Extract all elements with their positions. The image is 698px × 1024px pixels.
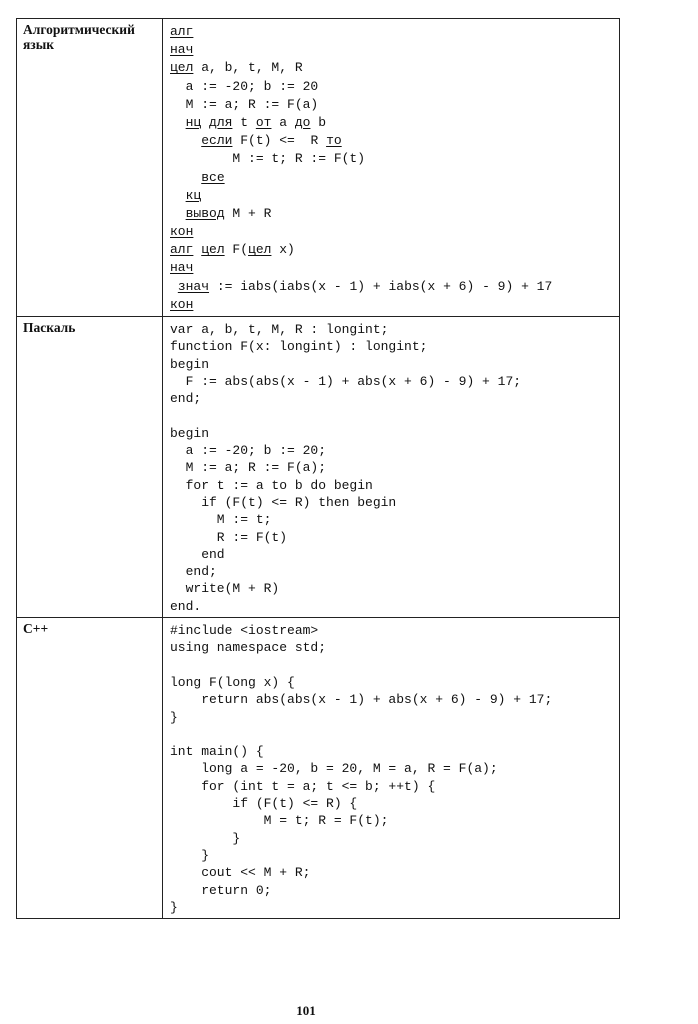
- code-text: }: [170, 899, 178, 915]
- code-line: [170, 760, 619, 777]
- code-line: [170, 657, 619, 674]
- code-line: [170, 795, 619, 812]
- code-text: F(t) <= R: [232, 133, 327, 149]
- keyword: нц: [185, 114, 202, 130]
- language-label-pascal: Паскаль: [17, 317, 163, 618]
- code-line: [170, 321, 619, 338]
- page-number: 101: [296, 1003, 316, 1018]
- keyword: нач: [170, 42, 194, 58]
- code-line: [170, 691, 619, 708]
- keyword: кон: [170, 224, 194, 240]
- code-line: [170, 205, 619, 223]
- code-text: a := -20; b := 20;: [170, 443, 327, 459]
- code-text: F(: [224, 242, 249, 258]
- code-line: [170, 338, 619, 355]
- keyword: все: [201, 169, 225, 185]
- code-line: [170, 442, 619, 459]
- code-line: [170, 78, 619, 96]
- keyword: кон: [170, 296, 194, 312]
- code-line: [170, 546, 619, 563]
- code-text: M + R: [224, 205, 272, 221]
- code-text: if (F(t) <= R) {: [170, 796, 358, 812]
- code-text: cout << M + R;: [170, 865, 311, 881]
- code-line: [170, 743, 619, 760]
- code-text: t: [232, 114, 256, 130]
- code-text: F := abs(abs(x - 1) + abs(x + 6) - 9) + 17;: [170, 373, 522, 389]
- code-line: [170, 529, 619, 546]
- code-text: end;: [170, 564, 217, 580]
- keyword: цел: [201, 242, 225, 258]
- code-text: M := t;: [170, 512, 272, 528]
- code-line: [170, 639, 619, 656]
- keyword: от: [255, 114, 272, 130]
- code-line: [170, 223, 619, 241]
- code-text: long F(long x) {: [170, 674, 295, 690]
- code-line: [170, 864, 619, 881]
- keyword: алг: [170, 24, 194, 39]
- code-line: [170, 812, 619, 829]
- code-text: a := -20; b := 20: [170, 78, 319, 94]
- code-line: [170, 622, 619, 639]
- code-line: [170, 59, 619, 77]
- code-line: [170, 459, 619, 476]
- code-line: [170, 882, 619, 899]
- row-algorithmic-language: [17, 19, 620, 317]
- code-text: M := a; R := F(a): [170, 96, 319, 112]
- code-block-pascal: [163, 317, 620, 618]
- code-line: [170, 847, 619, 864]
- keyword: алг: [170, 242, 194, 258]
- code-text: begin: [170, 356, 210, 372]
- code-text: b: [310, 114, 327, 130]
- code-line: [170, 709, 619, 726]
- code-line: [170, 580, 619, 597]
- code-line: [170, 169, 619, 187]
- code-text: a, b, t, M, R: [193, 60, 303, 76]
- code-line: [170, 150, 619, 168]
- code-text: end.: [170, 598, 202, 614]
- code-text: [170, 170, 201, 185]
- code-line: [170, 132, 619, 150]
- code-line: [170, 425, 619, 442]
- keyword: для: [209, 114, 233, 130]
- code-line: [170, 674, 619, 691]
- code-text: var a, b, t, M, R : longint;: [170, 322, 389, 337]
- code-text: end: [170, 546, 225, 562]
- code-text: M := t; R := F(t): [170, 151, 366, 167]
- code-text: }: [170, 830, 241, 846]
- code-line: [170, 187, 619, 205]
- code-text: a: [271, 114, 295, 130]
- code-text: [170, 206, 186, 221]
- code-text: := iabs(iabs(x - 1) + iabs(x + 6) - 9) + 17: [209, 278, 553, 294]
- code-text: [170, 279, 178, 294]
- code-text: for t := a to b do begin: [170, 477, 373, 493]
- row-cpp: [17, 618, 620, 919]
- code-text: write(M + R): [170, 581, 280, 597]
- keyword: кц: [185, 187, 202, 203]
- keyword: если: [201, 133, 233, 149]
- keyword: цел: [248, 242, 272, 258]
- code-text: [170, 188, 186, 203]
- code-text: R := F(t): [170, 529, 288, 545]
- code-text: begin: [170, 425, 210, 441]
- code-text: [170, 115, 186, 130]
- code-text: x): [271, 242, 295, 258]
- language-label-cpp: C++: [17, 618, 163, 919]
- code-block-algorithmic: [163, 19, 620, 317]
- code-block-cpp: [163, 618, 620, 919]
- code-line: [170, 373, 619, 390]
- code-line: [170, 241, 619, 259]
- code-listing-table: [16, 18, 620, 919]
- code-line: [170, 511, 619, 528]
- code-text: int main() {: [170, 744, 264, 760]
- code-text: using namespace std;: [170, 640, 327, 656]
- row-pascal: [17, 317, 620, 618]
- code-line: [170, 563, 619, 580]
- code-text: M := a; R := F(a);: [170, 460, 327, 476]
- code-line: [170, 23, 619, 41]
- code-line: [170, 390, 619, 407]
- code-text: }: [170, 847, 210, 863]
- keyword: знач: [177, 278, 210, 294]
- code-line: [170, 296, 619, 314]
- code-line: [170, 407, 619, 424]
- keyword: цел: [170, 60, 194, 76]
- code-text: }: [170, 709, 178, 725]
- code-text: for (int t = a; t <= b; ++t) {: [170, 778, 436, 794]
- code-text: long a = -20, b = 20, M = a, R = F(a);: [170, 761, 498, 777]
- code-text: #include <iostream>: [170, 623, 319, 639]
- code-line: [170, 114, 619, 132]
- code-line: [170, 41, 619, 59]
- code-line: [170, 356, 619, 373]
- code-text: M = t; R = F(t);: [170, 813, 389, 829]
- code-text: [170, 133, 201, 148]
- keyword: нач: [170, 260, 194, 276]
- code-line: [170, 96, 619, 114]
- code-line: [170, 494, 619, 511]
- code-line: [170, 726, 619, 743]
- code-text: if (F(t) <= R) then begin: [170, 494, 397, 510]
- code-text: return 0;: [170, 882, 272, 898]
- code-line: [170, 899, 619, 916]
- language-label-algorithmic: Алгоритмический язык: [17, 19, 163, 317]
- code-text: function F(x: longint) : longint;: [170, 339, 428, 355]
- code-text: [201, 115, 209, 130]
- code-line: [170, 278, 619, 296]
- code-line: [170, 598, 619, 615]
- keyword: до: [294, 114, 311, 130]
- code-line: [170, 778, 619, 795]
- code-text: return abs(abs(x - 1) + abs(x + 6) - 9) + 17;: [170, 692, 553, 708]
- code-text: end;: [170, 391, 202, 407]
- code-line: [170, 830, 619, 847]
- code-line: [170, 477, 619, 494]
- keyword: вывод: [185, 205, 225, 221]
- code-line: [170, 259, 619, 277]
- keyword: то: [326, 133, 342, 149]
